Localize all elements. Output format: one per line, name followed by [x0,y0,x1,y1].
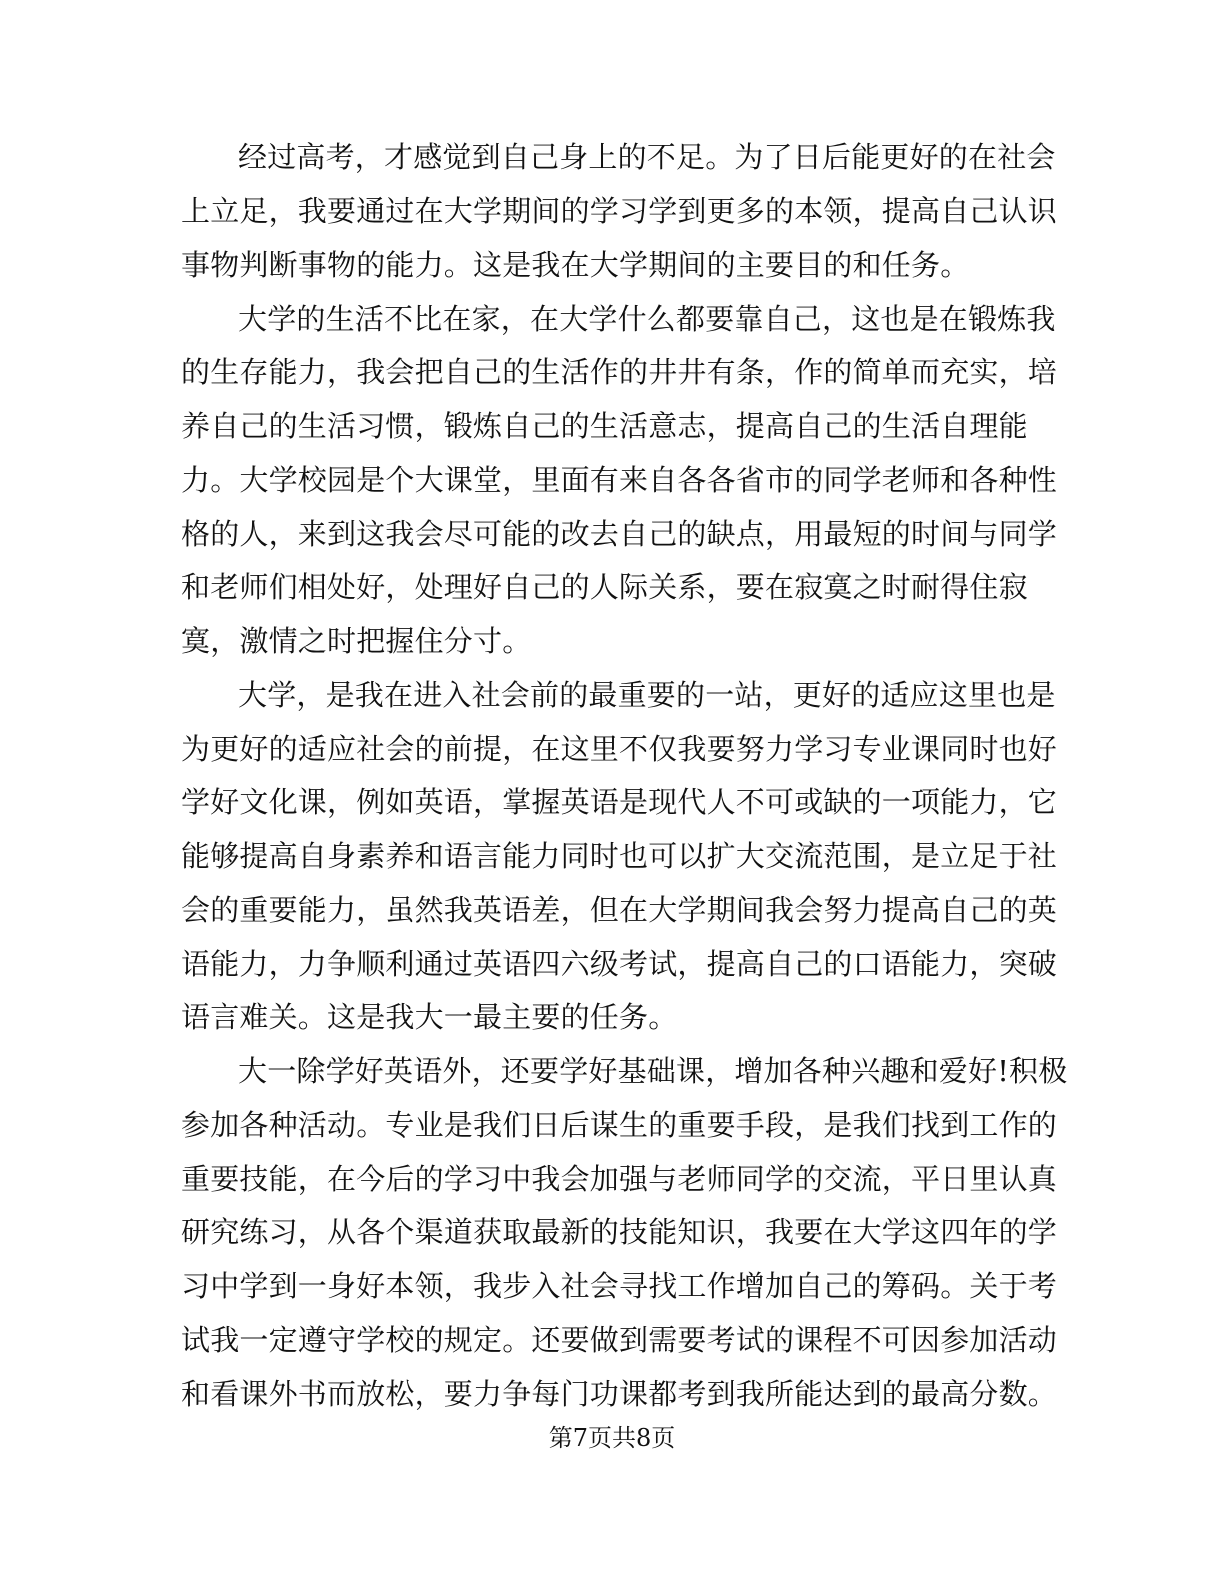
text-line: 和老师们相处好，处理好自己的人际关系，要在寂寞之时耐得住寂 [181,570,1028,604]
text-line: 力。大学校园是个大课堂，里面有来自各各省市的同学老师和各种性 [181,463,1058,497]
text-line: 重要技能，在今后的学习中我会加强与老师同学的交流，平日里认真 [181,1162,1058,1196]
text-line: 参加各种活动。专业是我们日后谋生的重要手段，是我们找到工作的 [181,1108,1058,1142]
text-line: 大学的生活不比在家，在大学什么都要靠自己，这也是在锻炼我 [238,302,1056,336]
page-number: 第7页共8页 [548,1424,676,1452]
text-line: 和看课外书而放松，要力争每门功课都考到我所能达到的最高分数。 [181,1377,1058,1411]
text-line: 事物判断事物的能力。这是我在大学期间的主要目的和任务。 [181,248,970,282]
text-line: 大一除学好英语外，还要学好基础课，增加各种兴趣和爱好!积极 [238,1054,1068,1088]
text-line: 学好文化课，例如英语，掌握英语是现代人不可或缺的一项能力，它 [181,785,1058,819]
text-line: 上立足，我要通过在大学期间的学习学到更多的本领，提高自己认识 [181,194,1058,228]
text-line: 经过高考，才感觉到自己身上的不足。为了日后能更好的在社会 [238,140,1056,174]
text-line: 语言难关。这是我大一最主要的任务。 [181,1000,678,1034]
text-line: 研究练习，从各个渠道获取最新的技能知识，我要在大学这四年的学 [181,1215,1058,1249]
text-line: 寞，激情之时把握住分寸。 [181,624,532,658]
text-line: 格的人，来到这我会尽可能的改去自己的缺点，用最短的时间与同学 [181,517,1058,551]
text-line: 习中学到一身好本领，我步入社会寻找工作增加自己的筹码。关于考 [181,1269,1058,1303]
text-line: 语能力，力争顺利通过英语四六级考试，提高自己的口语能力，突破 [181,947,1058,981]
text-line: 养自己的生活习惯，锻炼自己的生活意志，提高自己的生活自理能 [181,409,1028,443]
text-line: 大学，是我在进入社会前的最重要的一站，更好的适应这里也是 [238,678,1056,712]
text-line: 为更好的适应社会的前提，在这里不仅我要努力学习专业课同时也好 [181,732,1058,766]
text-line: 的生存能力，我会把自己的生活作的井井有条，作的简单而充实，培 [181,355,1058,389]
text-line: 会的重要能力，虽然我英语差，但在大学期间我会努力提高自己的英 [181,893,1058,927]
text-line: 能够提高自身素养和语言能力同时也可以扩大交流范围，是立足于社 [181,839,1058,873]
text-line: 试我一定遵守学校的规定。还要做到需要考试的课程不可因参加活动 [181,1323,1058,1357]
